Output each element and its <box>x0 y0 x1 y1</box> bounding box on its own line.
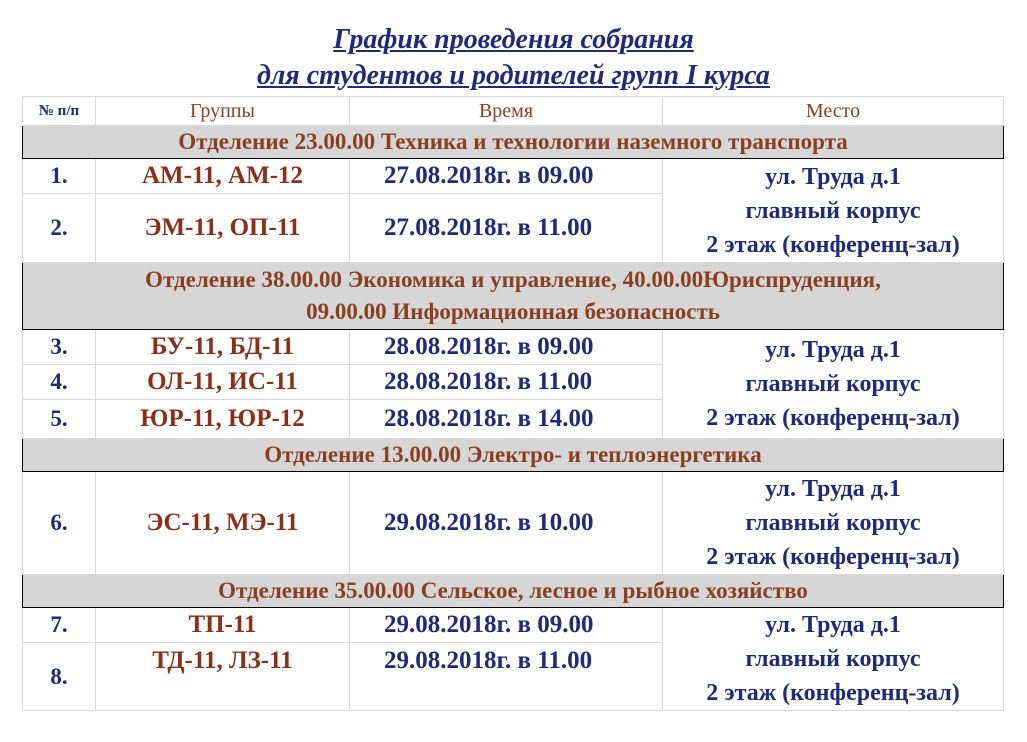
place-building: главный корпус <box>745 510 921 536</box>
schedule-title-line1: График проведения собрания <box>333 24 694 55</box>
row-num: 3. <box>23 330 96 365</box>
section-row <box>23 263 1004 330</box>
row-groups: ОЛ-11, ИС-11 <box>96 365 350 400</box>
row-num: 7. <box>23 608 96 643</box>
row-groups: ЮР-11, ЮР-12 <box>96 400 350 439</box>
row-groups: ЭС-11, МЭ-11 <box>96 472 350 575</box>
row-num: 6. <box>23 472 96 575</box>
row-time: 28.08.2018г. в 11.00 <box>350 365 663 400</box>
place-building: главный корпус <box>745 646 921 672</box>
section-title: Отделение 13.00.00 Электро- и теплоэнергетика <box>23 439 1004 472</box>
col-header-groups: Группы <box>96 97 350 126</box>
section-row <box>23 439 1004 472</box>
row-groups: ЭМ-11, ОП-11 <box>96 194 350 263</box>
place-floor: 2 этаж (конференц-зал) <box>706 680 960 706</box>
section-title: Отделение 35.00.00 Сельское, лесное и рыбное хозяйство <box>23 575 1004 608</box>
table-row <box>23 159 1004 194</box>
row-num: 1. <box>23 159 96 194</box>
place-building: главный корпус <box>745 197 921 224</box>
row-groups: БУ-11, БД-11 <box>96 330 350 365</box>
place-street: ул. Труда д.1 <box>765 476 901 502</box>
row-time: 29.08.2018г. в 11.00 <box>350 643 663 711</box>
row-num: 4. <box>23 365 96 400</box>
schedule-table <box>22 96 1004 711</box>
row-place <box>663 472 1004 575</box>
row-time: 29.08.2018г. в 10.00 <box>350 472 663 575</box>
section-title: Отделение 23.00.00 Техника и технологии наземного транспорта <box>23 126 1004 159</box>
section-title-line1: Отделение 38.00.00 Экономика и управление, 40.00.00Юриспруденция, <box>145 267 881 292</box>
header-row <box>23 97 1004 126</box>
schedule-title-line2: для студентов и родителей групп I курса <box>257 60 770 91</box>
col-header-place: Место <box>663 97 1004 126</box>
section-title <box>23 263 1004 330</box>
row-num: 2. <box>23 194 96 263</box>
place-street: ул. Труда д.1 <box>765 163 901 190</box>
table-row <box>23 608 1004 643</box>
row-time: 29.08.2018г. в 09.00 <box>350 608 663 643</box>
place-street: ул. Труда д.1 <box>765 612 901 638</box>
section-row <box>23 575 1004 608</box>
place-floor: 2 этаж (конференц-зал) <box>706 231 960 258</box>
row-place <box>663 159 1004 263</box>
place-floor: 2 этаж (конференц-зал) <box>706 544 960 570</box>
place-building: главный корпус <box>745 371 921 397</box>
col-header-num: № п/п <box>23 97 96 126</box>
row-groups: ТД-11, ЛЗ-11 <box>96 643 350 711</box>
row-time: 28.08.2018г. в 09.00 <box>350 330 663 365</box>
row-time: 27.08.2018г. в 09.00 <box>350 159 663 194</box>
row-place <box>663 608 1004 711</box>
row-num: 5. <box>23 400 96 439</box>
section-title-line2: 09.00.00 Информационная безопасность <box>306 299 720 324</box>
table-row <box>23 472 1004 575</box>
row-groups: АМ-11, АМ-12 <box>96 159 350 194</box>
table-row <box>23 330 1004 365</box>
place-floor: 2 этаж (конференц-зал) <box>706 405 960 431</box>
row-groups: ТП-11 <box>96 608 350 643</box>
row-time: 28.08.2018г. в 14.00 <box>350 400 663 439</box>
row-num: 8. <box>23 643 96 711</box>
row-place <box>663 330 1004 439</box>
place-street: ул. Труда д.1 <box>765 337 901 363</box>
col-header-time: Время <box>350 97 663 126</box>
section-row <box>23 126 1004 159</box>
row-time: 27.08.2018г. в 11.00 <box>350 194 663 263</box>
